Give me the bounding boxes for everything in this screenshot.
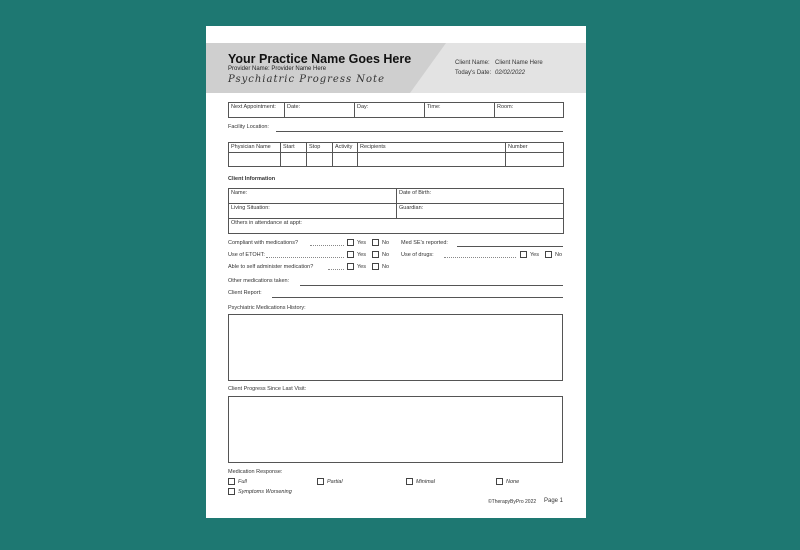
response-none-checkbox[interactable]	[496, 478, 503, 485]
todays-date-label: Today's Date:	[455, 70, 492, 76]
others-attendance-field[interactable]: Others in attendance at appt:	[229, 219, 564, 234]
compliant-leader	[310, 245, 344, 246]
drugs-no-checkbox[interactable]	[545, 251, 552, 258]
etoht-yes-checkbox[interactable]	[347, 251, 354, 258]
number-cell[interactable]	[506, 153, 564, 167]
recipients-header: Recipients	[358, 143, 506, 153]
page-number: Page 1	[544, 498, 564, 504]
drugs-label: Use of drugs:	[401, 252, 434, 258]
client-name-value: Client Name Here	[495, 60, 543, 66]
living-situation-field[interactable]: Living Situation:	[229, 204, 397, 219]
drugs-yes-label: Yes	[530, 252, 539, 258]
client-information-table	[228, 188, 564, 234]
compliant-label: Compliant with medications?	[228, 240, 299, 246]
facility-location-line[interactable]	[276, 131, 563, 132]
response-partial-label: Partial	[327, 479, 343, 485]
compliant-no-checkbox[interactable]	[372, 239, 379, 246]
recipients-cell[interactable]	[358, 153, 506, 167]
facility-location-label: Facility Location:	[228, 124, 269, 130]
other-meds-label: Other medications taken:	[228, 278, 290, 284]
response-worsening-label: Symptoms Worsening	[238, 489, 292, 495]
progress-label: Client Progress Since Last Visit:	[228, 386, 307, 392]
self-admin-no-checkbox[interactable]	[372, 263, 379, 270]
stop-header: Stop	[307, 143, 333, 153]
drugs-leader	[444, 257, 516, 258]
room-field[interactable]: Room:	[495, 103, 564, 118]
appointment-table	[228, 102, 564, 118]
time-field[interactable]: Time:	[425, 103, 495, 118]
compliant-yes-label: Yes	[357, 240, 366, 246]
medication-response-label: Medication Response:	[228, 469, 283, 475]
progress-textarea[interactable]	[228, 396, 563, 463]
provider-name: Provider Name: Provider Name Here	[228, 66, 327, 72]
client-name-label: Client Name:	[455, 60, 490, 66]
physician-name-header: Physician Name	[229, 143, 281, 153]
todays-date-value: 02/02/2022	[495, 70, 526, 76]
note-title: Psychiatric Progress Note	[228, 74, 385, 85]
name-field[interactable]: Name:	[229, 189, 397, 204]
start-cell[interactable]	[281, 153, 307, 167]
self-admin-no-label: No	[382, 264, 390, 270]
med-se-line[interactable]	[457, 246, 563, 247]
response-minimal-checkbox[interactable]	[406, 478, 413, 485]
response-full-checkbox[interactable]	[228, 478, 235, 485]
drugs-no-label: No	[555, 252, 563, 258]
etoht-no-label: No	[382, 252, 390, 258]
client-information-title: Client Information	[228, 176, 276, 182]
day-field[interactable]: Day:	[355, 103, 425, 118]
med-history-textarea[interactable]	[228, 314, 563, 381]
compliant-no-label: No	[382, 240, 390, 246]
activity-header: Activity	[333, 143, 358, 153]
compliant-yes-checkbox[interactable]	[347, 239, 354, 246]
med-se-label: Med SE's reported:	[401, 240, 448, 246]
self-admin-yes-checkbox[interactable]	[347, 263, 354, 270]
stop-cell[interactable]	[307, 153, 333, 167]
self-admin-yes-label: Yes	[357, 264, 366, 270]
activity-cell[interactable]	[333, 153, 358, 167]
copyright: ©TherapyByPro 2022	[488, 499, 537, 505]
response-partial-checkbox[interactable]	[317, 478, 324, 485]
other-meds-line[interactable]	[300, 285, 563, 286]
practice-name: Your Practice Name Goes Here	[228, 52, 412, 66]
response-worsening-checkbox[interactable]	[228, 488, 235, 495]
client-report-line[interactable]	[272, 297, 563, 298]
form-page	[206, 26, 586, 518]
etoht-label: Use of ETOHT:	[228, 252, 265, 258]
guardian-field[interactable]: Guardian:	[397, 204, 564, 219]
self-admin-leader	[328, 269, 344, 270]
response-full-label: Full	[238, 479, 247, 485]
self-admin-label: Able to self administer medication?	[228, 264, 314, 270]
number-header: Number	[506, 143, 564, 153]
med-history-label: Psychiatric Medications History:	[228, 305, 306, 311]
response-none-label: None	[506, 479, 520, 485]
response-minimal-label: Minimal	[416, 479, 435, 485]
etoht-no-checkbox[interactable]	[372, 251, 379, 258]
physician-table	[228, 142, 564, 167]
dob-field[interactable]: Date of Birth:	[397, 189, 564, 204]
client-report-label: Client Report:	[228, 290, 262, 296]
next-appointment-cell: Next Appointment:	[229, 103, 285, 118]
date-field[interactable]: Date:	[285, 103, 355, 118]
drugs-yes-checkbox[interactable]	[520, 251, 527, 258]
physician-name-cell[interactable]	[229, 153, 281, 167]
etoht-leader	[266, 257, 344, 258]
start-header: Start	[281, 143, 307, 153]
etoht-yes-label: Yes	[357, 252, 366, 258]
